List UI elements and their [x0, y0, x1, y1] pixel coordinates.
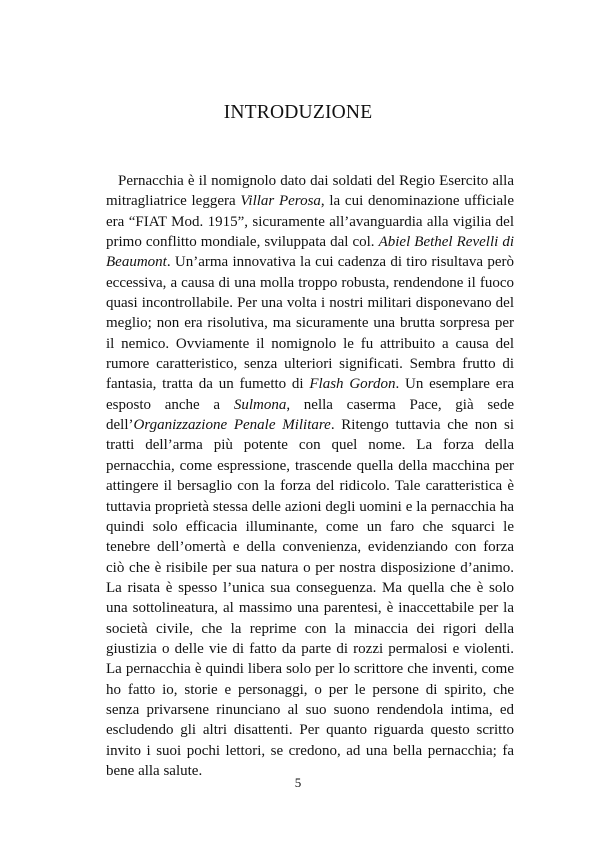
italic-term-sulmona: Sulmona [233, 396, 287, 413]
text-run: , la cui denominazione ufficiale era “FIAT Mod. 1915”, sicuramente all’avanguardia alla vigilia del primo conflitto mondiale, sviluppata dal col. [106, 193, 514, 251]
page-number: 5 [294, 775, 302, 790]
text-run: Pernacchia è il nomignolo dato dai soldati del Regio Esercito alla mitragliatrice leggera [106, 173, 514, 210]
introduction-paragraph [106, 171, 514, 781]
text-run: . Un esemplare era esposto anche a [106, 376, 515, 413]
italic-term-villar-perosa: Villar Perosa [240, 193, 321, 210]
italic-term-organizzazione: Organizzazione Penale Militare [133, 417, 331, 434]
text-run: . Ritengo tuttavia che non si tratti dell’arma più potente con quel nome. La forza della pernacchia, come espressione, trascende quella della macchina per attingere il bersaglio con la forza del ridicolo. Tale caratteristica è tuttavia proprietà stessa delle azioni degli uomini e la pernacchia ha quindi solo efficacia illuminante, come un faro che squarci le tenebre dell’omertà e della convenienza, evidenziando con forza ciò che è risibile per sua natura o per nostra disposizione d’animo. La risata è spesso l’unica sua conseguenza. Ma quella che è solo una sottolineatura, al massimo una parentesi, è inaccettabile per la società civile, che la reprime con la minaccia dei rigori della giustizia o delle vie di fatto da parte di rozzi permalosi e violenti. La pernacchia è quindi libera solo per lo scrittore che inventi, come ho fatto io, storie e personaggi, o per le persone di spirito, che senza privarsene rinunciano al suo suono rendendola intima, ed escludendo gli altri disattenti. Per quanto riguarda questo scritto invito i suoi pochi lettori, se credono, ad una bella pernacchia; fa bene alla salute. [106, 417, 514, 779]
text-run: . Un’arma innovativa la cui cadenza di tiro risultava però eccessiva, a causa di una molla troppo robusta, rendendone il fuoco quasi incontrollabile. Per una volta i nostri militari disponevano del meglio; non era risolutiva, ma sicuramente una brutta sorpresa per il nemico. Ovviamente il nomignolo le fu attribuito a causa del rumore caratteristico, senza ulteriori significati. Sembra frutto di fantasia, tratta da un fumetto di [106, 254, 514, 393]
page-title: INTRODUZIONE [223, 102, 373, 123]
italic-term-flash-gordon: Flash Gordon [309, 376, 396, 393]
text-run: , nella caserma Pace, già sede dell’ [106, 396, 515, 434]
italic-term-revelli: Abiel Bethel Revelli di Beaumont [106, 234, 514, 271]
